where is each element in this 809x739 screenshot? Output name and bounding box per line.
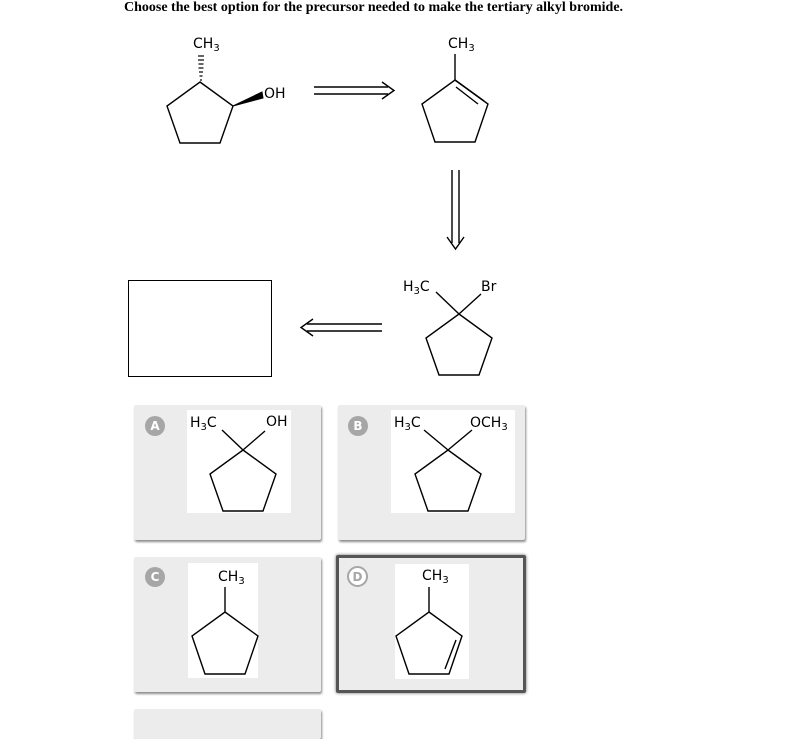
bromide-h3c-label: $H_3C$ [403,279,430,297]
option-b-badge[interactable]: B [348,416,368,436]
option-c-badge[interactable]: C [145,567,165,587]
retro-arrow-down [447,170,464,249]
option-d-ring [396,612,462,674]
start-oh-label: OH [264,86,286,102]
option-a-oh-label: OH [266,414,288,430]
option-a-oh-bond [243,431,265,450]
option-a-ring [210,450,276,511]
option-c-ch3-label: $CH_3$ [218,569,245,587]
question-text: Choose the best option for the precursor needed to make the tertiary alkyl bromide. [124,0,624,15]
bromide-ring [426,314,492,375]
option-d-ch3-label: $CH_3$ [422,568,449,586]
oh-wedge-bond [233,92,263,106]
option-d-double-bond [445,640,456,669]
alkene-ring [422,80,488,142]
option-b-och3-label: $OCH_3$ [470,415,508,433]
alkene-ch3-label: $CH_3$ [448,36,475,54]
option-a-h3c-label: $H_3C$ [190,415,217,433]
option-b-methyl-bond [424,430,448,450]
bromide-br-bond [459,294,481,314]
option-b-h3c-label: $H_3C$ [394,415,421,433]
option-b-ring [415,450,481,511]
option-a-methyl-bond [222,430,243,450]
retro-arrow-left [301,319,382,336]
bromide-br-label: Br [481,279,497,295]
bromide-methyl-bond [436,292,459,314]
ch3-hashed-bond [198,56,204,80]
start-ring [167,82,233,143]
retro-arrow-right [314,82,394,99]
start-ch3-label: $CH_3$ [193,36,220,54]
option-b-och3-bond [448,430,472,450]
option-c-ring [192,612,258,674]
option-d-badge[interactable]: D [347,566,368,587]
option-a-badge[interactable]: A [145,416,165,436]
